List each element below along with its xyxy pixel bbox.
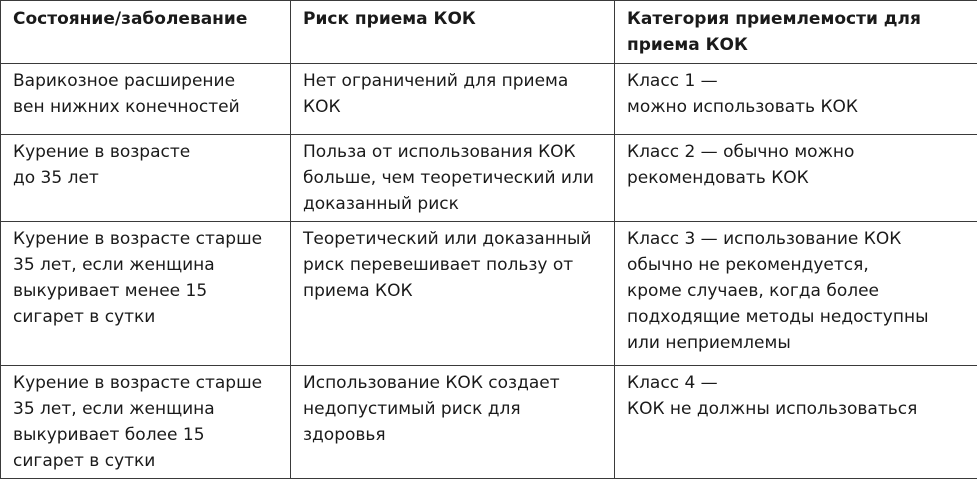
cell-text-line: кроме случаев, когда более (627, 281, 880, 301)
header-category (615, 1, 977, 64)
cell-text-line: больше, чем теоретический или (303, 168, 594, 188)
cell-text-line: Варикозное расширение (13, 71, 236, 91)
cell-text-line: КОК (303, 97, 341, 117)
cell-risk (291, 135, 615, 222)
cell-text-line: 35 лет, если женщина (13, 255, 215, 275)
cell-text-line: Класс 2 — обычно можно (627, 142, 855, 162)
table-body (1, 64, 977, 479)
cell-condition (1, 64, 291, 135)
cell-text-line: КОК не должны использоваться (627, 399, 918, 419)
cell-text-line: Класс 4 — (627, 373, 718, 393)
cell-text-line: 35 лет, если женщина (13, 399, 215, 419)
cell-text-line: выкуривает более 15 (13, 425, 205, 445)
cell-text-line: рекомендовать КОК (627, 168, 809, 188)
table-row (1, 366, 977, 479)
cell-text-line: выкуривает менее 15 (13, 281, 208, 301)
header-risk (291, 1, 615, 64)
cell-condition (1, 135, 291, 222)
cell-text-line: вен нижних конечностей (13, 97, 240, 117)
table-row (1, 64, 977, 135)
cell-text-line: недопустимый риск для (303, 399, 521, 419)
cell-text-line: сигарет в сутки (13, 451, 156, 471)
cell-text-line: можно использовать КОК (627, 97, 858, 117)
cell-risk (291, 366, 615, 479)
cell-text-line: приема КОК (303, 281, 413, 301)
header-category-line-1: Категория приемлемости для (627, 9, 921, 29)
cell-text-line: до 35 лет (13, 168, 99, 188)
header-row (1, 1, 977, 64)
cell-text-line: сигарет в сутки (13, 307, 156, 327)
cell-category (615, 64, 977, 135)
table-row (1, 222, 977, 366)
cell-text-line: Класс 3 — использование КОК (627, 229, 902, 249)
cell-category (615, 222, 977, 366)
header-condition-line: Состояние/заболевание (13, 9, 248, 29)
cell-condition (1, 366, 291, 479)
cell-text-line: Класс 1 — (627, 71, 718, 91)
cell-category (615, 135, 977, 222)
cell-text-line: доказанный риск (303, 194, 459, 214)
cell-text-line: Курение в возрасте старше (13, 229, 263, 249)
cell-text-line: Курение в возрасте (13, 142, 191, 162)
table-row (1, 135, 977, 222)
header-risk-line: Риск приема КОК (303, 9, 476, 29)
cell-text-line: риск перевешивает пользу от (303, 255, 574, 275)
cell-condition (1, 222, 291, 366)
table-header (1, 1, 977, 64)
cell-text-line: подходящие методы недоступны (627, 307, 929, 327)
cell-text-line: или неприемлемы (627, 333, 791, 353)
cell-text-line: обычно не рекомендуется, (627, 255, 869, 275)
cell-text-line: Теоретический или доказанный (303, 229, 592, 249)
header-condition (1, 1, 291, 64)
cell-text-line: Использование КОК создает (303, 373, 560, 393)
cell-text-line: здоровья (303, 425, 386, 445)
cell-risk (291, 222, 615, 366)
cell-risk (291, 64, 615, 135)
cell-text-line: Курение в возрасте старше (13, 373, 263, 393)
cell-category (615, 366, 977, 479)
cell-text-line: Нет ограничений для приема (303, 71, 569, 91)
header-category-line-2: приема КОК (627, 35, 748, 55)
cell-text-line: Польза от использования КОК (303, 142, 576, 162)
